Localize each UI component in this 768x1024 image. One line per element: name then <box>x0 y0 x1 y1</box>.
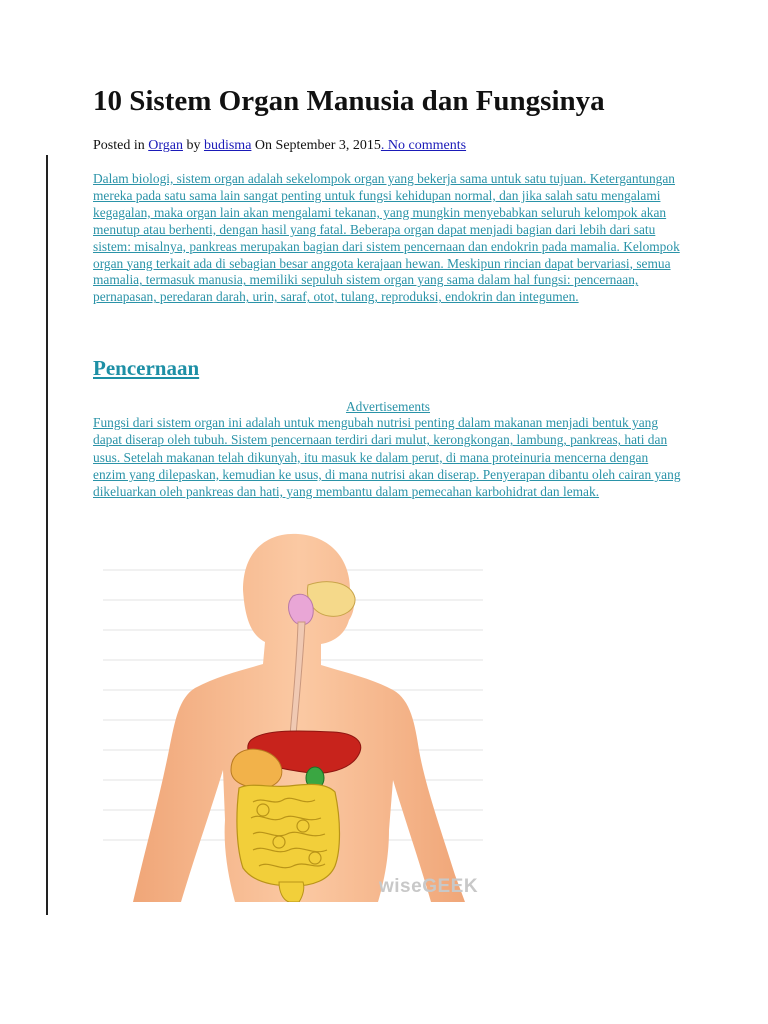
page-title: 10 Sistem Organ Manusia dan Fungsinya <box>93 85 605 117</box>
section-heading-pencernaan[interactable]: Pencernaan <box>93 356 200 380</box>
comments-link[interactable]: . No comments <box>380 138 467 153</box>
category-link[interactable]: Organ <box>148 138 183 153</box>
posted-in-text: Posted in <box>93 138 149 153</box>
intro-paragraph[interactable]: Dalam biologi, sistem organ adalah sekelompok organ yang bekerja sama untuk satu tujuan. Ketergantungan mereka pada satu sama lain sangat penting untuk fungsi kehidupan normal, dan jika salah satu mengalami kegagalan, maka organ lain akan mengalami tekanan, yang mungkin menyebabkan seluruh kelompok akan menutup atau berhenti, dengan hasil yang fatal. Beberapa organ dapat menjadi bagian dari lebih dari satu sistem: misalnya, pankreas merupakan bagian dari sistem pencernaan dan endokrin pada mamalia. Kelompok organ yang terkait ada di sebagian besar anggota kerajaan hewan. Meskipun rincian dapat bervariasi, semua mamalia, termasuk manusia, memiliki sepuluh sistem organ yang sama dalam hal fungsi: pencernaan, pernapasan, peredaran darah, urin, saraf, otot, tulang, reproduksi, endokrin dan integumen. <box>93 171 680 305</box>
author-link[interactable]: budisma <box>203 138 252 153</box>
digestive-system-illustration <box>93 530 493 902</box>
wisegeek-watermark: wiseGEEK <box>379 876 479 897</box>
digestive-system-figure <box>93 530 493 902</box>
section-body-paragraph[interactable]: Fungsi dari sistem organ ini adalah untuk mengubah nutrisi penting dalam makanan menjadi bentuk yang dapat diserap oleh tubuh. Sistem pencernaan terdiri dari mulut, kerongkongan, lambung, pankreas, hati dan usus. Setelah makanan telah dikunyah, itu masuk ke dalam perut, di mana proteinuria mencerna dengan enzim yang dilepaskan, kemudian ke usus, di mana nutrisi akan diserap. Penyerapan dibantu oleh cairan yang dikeluarkan oleh pankreas dan hati, yang membantu dalam pemecahan karbohidrat dan lemak. <box>93 415 681 500</box>
by-text: by <box>182 138 204 153</box>
intestines <box>237 784 340 886</box>
left-margin-rule <box>46 155 48 915</box>
date-text: On September 3, 2015 <box>251 138 381 153</box>
post-meta <box>93 138 466 154</box>
advertisements-label[interactable]: Advertisements <box>345 399 431 414</box>
